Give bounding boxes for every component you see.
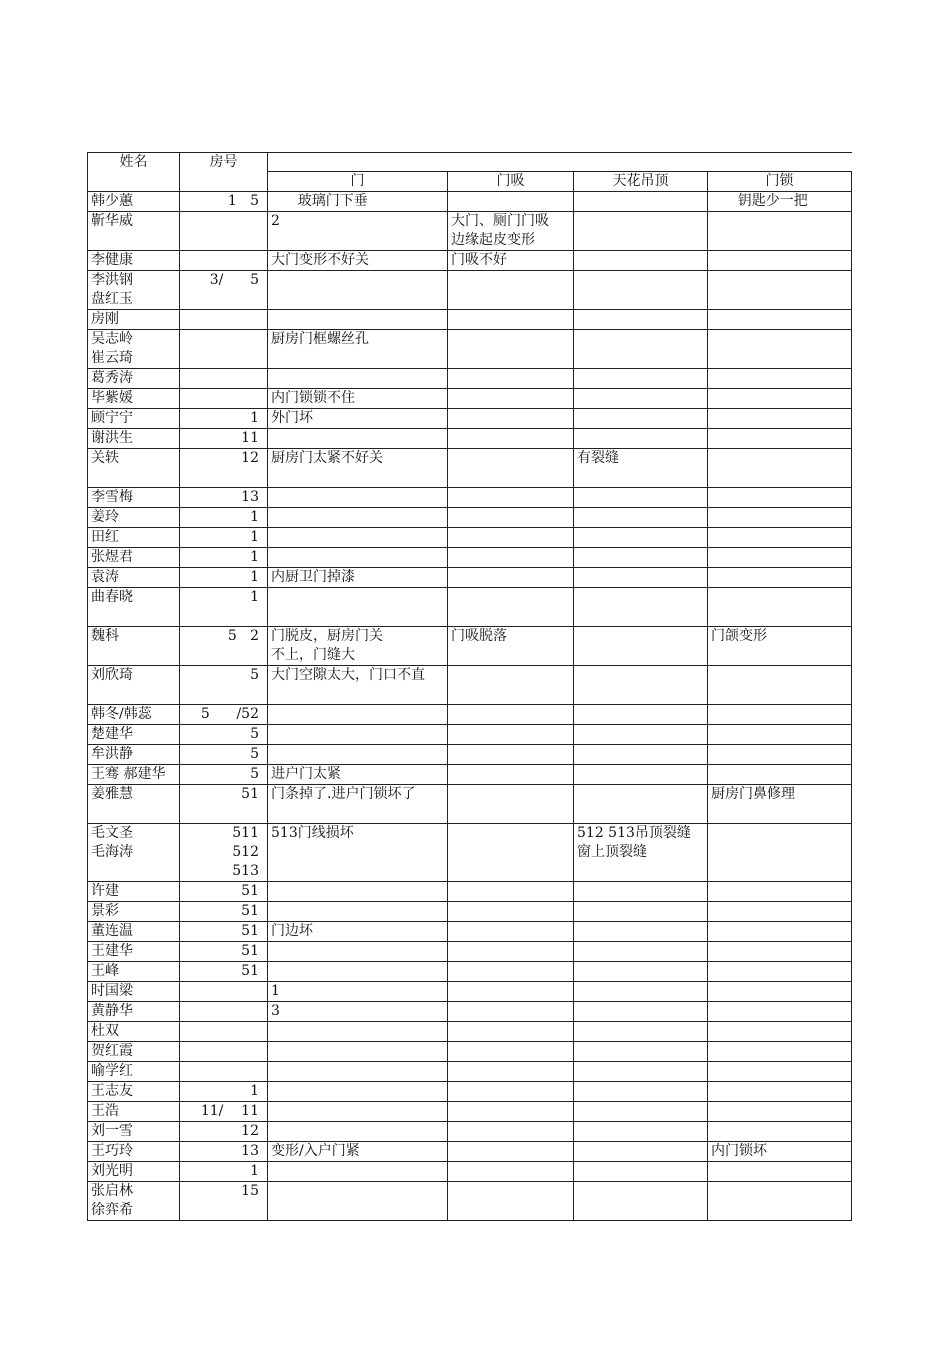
table-row xyxy=(88,251,852,271)
cell-ceiling xyxy=(574,627,708,666)
cell-doorstop xyxy=(448,902,574,922)
cell-lock xyxy=(708,705,852,725)
cell-ceiling xyxy=(574,1082,708,1102)
cell-name: 王骞 郝建华 xyxy=(88,765,180,785)
cell-doorstop xyxy=(448,548,574,568)
cell-ceiling xyxy=(574,212,708,251)
cell-room: 51 xyxy=(180,882,268,902)
cell-door xyxy=(268,942,448,962)
cell-ceiling xyxy=(574,745,708,765)
cell-doorstop xyxy=(448,824,574,882)
table-row xyxy=(88,389,852,409)
cell-door xyxy=(268,548,448,568)
cell-lock xyxy=(708,588,852,627)
cell-doorstop xyxy=(448,666,574,705)
cell-doorstop xyxy=(448,942,574,962)
cell-lock xyxy=(708,508,852,528)
cell-doorstop xyxy=(448,745,574,765)
cell-door: 内门锁锁不住 xyxy=(268,389,448,409)
table-row xyxy=(88,310,852,330)
cell-room: 3/ 5 xyxy=(180,271,268,310)
table-row xyxy=(88,588,852,627)
cell-doorstop xyxy=(448,882,574,902)
cell-door xyxy=(268,1122,448,1142)
cell-doorstop xyxy=(448,192,574,212)
cell-lock xyxy=(708,568,852,588)
table-row xyxy=(88,369,852,389)
cell-name: 房刚 xyxy=(88,310,180,330)
cell-doorstop xyxy=(448,568,574,588)
cell-name: 谢洪生 xyxy=(88,429,180,449)
cell-door: 内厨卫门掉漆 xyxy=(268,568,448,588)
cell-ceiling xyxy=(574,429,708,449)
cell-doorstop xyxy=(448,1162,574,1182)
cell-lock: 厨房门鼻修理 xyxy=(708,785,852,824)
cell-door xyxy=(268,310,448,330)
cell-doorstop xyxy=(448,982,574,1002)
cell-doorstop xyxy=(448,310,574,330)
cell-lock xyxy=(708,982,852,1002)
cell-ceiling xyxy=(574,1182,708,1221)
cell-room: 13 xyxy=(180,1142,268,1162)
cell-doorstop xyxy=(448,1062,574,1082)
table-row xyxy=(88,785,852,824)
table-row xyxy=(88,1162,852,1182)
table-row xyxy=(88,528,852,548)
cell-door xyxy=(268,1042,448,1062)
cell-name: 吴志岭 崔云琦 xyxy=(88,330,180,369)
table-row xyxy=(88,942,852,962)
cell-room: 1 xyxy=(180,588,268,627)
cell-ceiling xyxy=(574,785,708,824)
cell-name: 黄静华 xyxy=(88,1002,180,1022)
cell-ceiling xyxy=(574,548,708,568)
cell-name: 韩冬/韩蕊 xyxy=(88,705,180,725)
cell-ceiling xyxy=(574,192,708,212)
cell-room: 1 xyxy=(180,528,268,548)
cell-ceiling xyxy=(574,1122,708,1142)
header-doorstop: 门吸 xyxy=(448,172,574,192)
cell-doorstop xyxy=(448,785,574,824)
cell-room: 51 xyxy=(180,785,268,824)
table-row xyxy=(88,508,852,528)
cell-ceiling xyxy=(574,666,708,705)
cell-door xyxy=(268,1062,448,1082)
cell-lock: 门颌变形 xyxy=(708,627,852,666)
table-row xyxy=(88,1062,852,1082)
cell-doorstop xyxy=(448,705,574,725)
cell-name: 刘欣琦 xyxy=(88,666,180,705)
cell-door xyxy=(268,882,448,902)
cell-ceiling xyxy=(574,271,708,310)
cell-name: 董连温 xyxy=(88,922,180,942)
cell-ceiling xyxy=(574,725,708,745)
cell-doorstop xyxy=(448,409,574,429)
table-row xyxy=(88,488,852,508)
cell-name: 许建 xyxy=(88,882,180,902)
cell-name: 牟洪静 xyxy=(88,745,180,765)
cell-room: 5 xyxy=(180,745,268,765)
cell-lock xyxy=(708,389,852,409)
cell-doorstop xyxy=(448,1142,574,1162)
cell-room xyxy=(180,1022,268,1042)
cell-name: 王浩 xyxy=(88,1102,180,1122)
cell-lock xyxy=(708,1182,852,1221)
cell-ceiling xyxy=(574,922,708,942)
cell-name: 王巧玲 xyxy=(88,1142,180,1162)
cell-name: 李健康 xyxy=(88,251,180,271)
cell-name: 景彩 xyxy=(88,902,180,922)
table-row xyxy=(88,1122,852,1142)
cell-doorstop xyxy=(448,508,574,528)
cell-doorstop xyxy=(448,1082,574,1102)
cell-room: 511 512 513 xyxy=(180,824,268,882)
cell-doorstop xyxy=(448,429,574,449)
table-row xyxy=(88,429,852,449)
cell-doorstop xyxy=(448,1102,574,1122)
table-row xyxy=(88,409,852,429)
header-name: 姓名 xyxy=(88,153,180,192)
cell-name: 姜雅慧 xyxy=(88,785,180,824)
cell-room: 1 xyxy=(180,1162,268,1182)
cell-door: 厨房门框螺丝孔 xyxy=(268,330,448,369)
cell-lock xyxy=(708,528,852,548)
cell-door: 门脱皮，厨房门关 不上，门缝大 xyxy=(268,627,448,666)
cell-door xyxy=(268,1182,448,1221)
cell-door: 大门变形不好关 xyxy=(268,251,448,271)
cell-ceiling xyxy=(574,1022,708,1042)
cell-name: 王峰 xyxy=(88,962,180,982)
cell-doorstop xyxy=(448,922,574,942)
table-row xyxy=(88,824,852,882)
cell-name: 杜双 xyxy=(88,1022,180,1042)
cell-name: 张煜君 xyxy=(88,548,180,568)
cell-ceiling xyxy=(574,528,708,548)
cell-door: 进户门太紧 xyxy=(268,765,448,785)
cell-ceiling xyxy=(574,488,708,508)
cell-doorstop xyxy=(448,1042,574,1062)
cell-door: 3 xyxy=(268,1002,448,1022)
cell-lock xyxy=(708,666,852,705)
cell-room: 1 xyxy=(180,548,268,568)
cell-ceiling xyxy=(574,1102,708,1122)
cell-name: 魏科 xyxy=(88,627,180,666)
cell-name: 王志友 xyxy=(88,1082,180,1102)
cell-ceiling xyxy=(574,882,708,902)
cell-lock xyxy=(708,449,852,488)
cell-ceiling xyxy=(574,588,708,627)
header-ceiling: 天花吊顶 xyxy=(574,172,708,192)
cell-room: 12 xyxy=(180,1122,268,1142)
cell-lock xyxy=(708,1022,852,1042)
cell-name: 毕紫媛 xyxy=(88,389,180,409)
cell-lock xyxy=(708,882,852,902)
cell-lock xyxy=(708,488,852,508)
header-lock: 门锁 xyxy=(708,172,852,192)
cell-name: 楚建华 xyxy=(88,725,180,745)
cell-name: 袁涛 xyxy=(88,568,180,588)
cell-room: 1 5 xyxy=(180,192,268,212)
cell-lock xyxy=(708,765,852,785)
cell-name: 顾宁宁 xyxy=(88,409,180,429)
cell-ceiling xyxy=(574,1042,708,1062)
cell-ceiling xyxy=(574,568,708,588)
cell-room xyxy=(180,369,268,389)
table-row xyxy=(88,745,852,765)
cell-name: 时国梁 xyxy=(88,982,180,1002)
cell-lock xyxy=(708,251,852,271)
cell-door: 513门线损坏 xyxy=(268,824,448,882)
cell-ceiling xyxy=(574,1062,708,1082)
cell-door: 变形/入户门紧 xyxy=(268,1142,448,1162)
cell-lock xyxy=(708,409,852,429)
cell-ceiling xyxy=(574,389,708,409)
cell-ceiling xyxy=(574,902,708,922)
cell-door: 外门坏 xyxy=(268,409,448,429)
cell-ceiling xyxy=(574,1162,708,1182)
cell-name: 靳华威 xyxy=(88,212,180,251)
cell-name: 刘光明 xyxy=(88,1162,180,1182)
cell-name: 张启林 徐弈希 xyxy=(88,1182,180,1221)
cell-doorstop xyxy=(448,1002,574,1022)
cell-door: 1 xyxy=(268,982,448,1002)
cell-door xyxy=(268,725,448,745)
table-row xyxy=(88,725,852,745)
cell-door: 门条掉了.进户门锁坏了 xyxy=(268,785,448,824)
cell-room: 51 xyxy=(180,942,268,962)
cell-name: 李洪钢 盘红玉 xyxy=(88,271,180,310)
cell-name: 姜玲 xyxy=(88,508,180,528)
cell-door xyxy=(268,528,448,548)
table-row xyxy=(88,271,852,310)
cell-lock xyxy=(708,1062,852,1082)
table-row xyxy=(88,1042,852,1062)
table-row xyxy=(88,765,852,785)
cell-ceiling xyxy=(574,409,708,429)
cell-door xyxy=(268,271,448,310)
cell-name: 关轶 xyxy=(88,449,180,488)
cell-room: 5 xyxy=(180,666,268,705)
cell-doorstop xyxy=(448,1122,574,1142)
cell-door: 大门空隙太大，门口不直 xyxy=(268,666,448,705)
cell-ceiling xyxy=(574,369,708,389)
cell-room: 11 xyxy=(180,429,268,449)
header-row-top xyxy=(88,153,852,172)
table-row xyxy=(88,705,852,725)
cell-doorstop xyxy=(448,449,574,488)
cell-ceiling xyxy=(574,508,708,528)
cell-door xyxy=(268,488,448,508)
cell-ceiling xyxy=(574,942,708,962)
cell-room xyxy=(180,330,268,369)
cell-name: 贺红霞 xyxy=(88,1042,180,1062)
cell-ceiling xyxy=(574,310,708,330)
cell-doorstop xyxy=(448,1022,574,1042)
cell-name: 王建华 xyxy=(88,942,180,962)
cell-lock xyxy=(708,271,852,310)
cell-ceiling: 有裂缝 xyxy=(574,449,708,488)
cell-ceiling xyxy=(574,765,708,785)
table-row xyxy=(88,212,852,251)
cell-ceiling xyxy=(574,251,708,271)
table-row xyxy=(88,449,852,488)
cell-lock: 钥匙少一把 xyxy=(708,192,852,212)
cell-room: 51 xyxy=(180,922,268,942)
cell-door xyxy=(268,1162,448,1182)
cell-doorstop xyxy=(448,488,574,508)
cell-doorstop: 门吸脱落 xyxy=(448,627,574,666)
cell-lock xyxy=(708,1122,852,1142)
cell-doorstop xyxy=(448,369,574,389)
cell-door xyxy=(268,1082,448,1102)
cell-door: 门边坏 xyxy=(268,922,448,942)
table-row xyxy=(88,192,852,212)
table-row xyxy=(88,922,852,942)
cell-lock xyxy=(708,310,852,330)
cell-lock: 内门锁坏 xyxy=(708,1142,852,1162)
cell-door xyxy=(268,508,448,528)
table-row xyxy=(88,962,852,982)
cell-lock xyxy=(708,1002,852,1022)
table-row xyxy=(88,568,852,588)
cell-doorstop xyxy=(448,271,574,310)
cell-room xyxy=(180,982,268,1002)
cell-door: 玻璃门下垂 xyxy=(268,192,448,212)
cell-ceiling xyxy=(574,330,708,369)
cell-room: 1 xyxy=(180,568,268,588)
cell-room: 12 xyxy=(180,449,268,488)
cell-name: 田红 xyxy=(88,528,180,548)
cell-door xyxy=(268,1022,448,1042)
table-row xyxy=(88,1082,852,1102)
cell-lock xyxy=(708,745,852,765)
cell-room xyxy=(180,1042,268,1062)
table-row xyxy=(88,330,852,369)
cell-room xyxy=(180,389,268,409)
cell-room: 5 2 xyxy=(180,627,268,666)
cell-room xyxy=(180,251,268,271)
cell-ceiling xyxy=(574,1002,708,1022)
cell-door xyxy=(268,745,448,765)
cell-door xyxy=(268,369,448,389)
cell-room xyxy=(180,212,268,251)
cell-door xyxy=(268,902,448,922)
header-blank xyxy=(268,153,852,172)
header-door: 门 xyxy=(268,172,448,192)
cell-doorstop xyxy=(448,528,574,548)
table-row xyxy=(88,982,852,1002)
cell-room: 5 xyxy=(180,765,268,785)
cell-lock xyxy=(708,1162,852,1182)
cell-lock xyxy=(708,548,852,568)
cell-lock xyxy=(708,1082,852,1102)
table-row xyxy=(88,1142,852,1162)
cell-room: 1 xyxy=(180,1082,268,1102)
cell-room: 5 xyxy=(180,725,268,745)
cell-lock xyxy=(708,1102,852,1122)
cell-lock xyxy=(708,212,852,251)
cell-door xyxy=(268,588,448,627)
cell-door: 2 xyxy=(268,212,448,251)
cell-lock xyxy=(708,1042,852,1062)
cell-name: 李雪梅 xyxy=(88,488,180,508)
cell-room xyxy=(180,310,268,330)
cell-lock xyxy=(708,429,852,449)
table-row xyxy=(88,627,852,666)
cell-ceiling: 512 513吊顶裂缝 窗上顶裂缝 xyxy=(574,824,708,882)
cell-room: 13 xyxy=(180,488,268,508)
cell-lock xyxy=(708,902,852,922)
table-row xyxy=(88,666,852,705)
cell-doorstop xyxy=(448,389,574,409)
header-room: 房号 xyxy=(180,153,268,192)
cell-name: 曲春晓 xyxy=(88,588,180,627)
cell-lock xyxy=(708,330,852,369)
cell-lock xyxy=(708,824,852,882)
cell-doorstop xyxy=(448,962,574,982)
table-row xyxy=(88,1022,852,1042)
cell-room: 15 xyxy=(180,1182,268,1221)
table-row xyxy=(88,882,852,902)
table-row xyxy=(88,902,852,922)
cell-room: 51 xyxy=(180,962,268,982)
cell-doorstop xyxy=(448,330,574,369)
cell-door: 厨房门太紧不好关 xyxy=(268,449,448,488)
cell-lock xyxy=(708,369,852,389)
cell-doorstop xyxy=(448,588,574,627)
cell-room: 11/ 11 xyxy=(180,1102,268,1122)
cell-doorstop xyxy=(448,1182,574,1221)
cell-room xyxy=(180,1002,268,1022)
cell-name: 毛文圣 毛海涛 xyxy=(88,824,180,882)
cell-room: 5 /52 xyxy=(180,705,268,725)
cell-ceiling xyxy=(574,1142,708,1162)
cell-lock xyxy=(708,922,852,942)
cell-doorstop: 门吸不好 xyxy=(448,251,574,271)
table-row xyxy=(88,1182,852,1221)
cell-lock xyxy=(708,725,852,745)
cell-lock xyxy=(708,962,852,982)
cell-ceiling xyxy=(574,705,708,725)
cell-ceiling xyxy=(574,982,708,1002)
inspection-table xyxy=(87,152,852,1221)
cell-doorstop xyxy=(448,765,574,785)
cell-door xyxy=(268,1102,448,1122)
cell-name: 韩少蕙 xyxy=(88,192,180,212)
cell-ceiling xyxy=(574,962,708,982)
table-row xyxy=(88,1102,852,1122)
cell-door xyxy=(268,429,448,449)
cell-name: 葛秀涛 xyxy=(88,369,180,389)
cell-doorstop xyxy=(448,725,574,745)
cell-room: 1 xyxy=(180,409,268,429)
cell-room: 1 xyxy=(180,508,268,528)
cell-lock xyxy=(708,942,852,962)
cell-name: 刘一雪 xyxy=(88,1122,180,1142)
table-row xyxy=(88,548,852,568)
table-row xyxy=(88,1002,852,1022)
cell-door xyxy=(268,705,448,725)
cell-door xyxy=(268,962,448,982)
cell-name: 喻学红 xyxy=(88,1062,180,1082)
cell-doorstop: 大门、厕门门吸 边缘起皮变形 xyxy=(448,212,574,251)
cell-room: 51 xyxy=(180,902,268,922)
cell-room xyxy=(180,1062,268,1082)
